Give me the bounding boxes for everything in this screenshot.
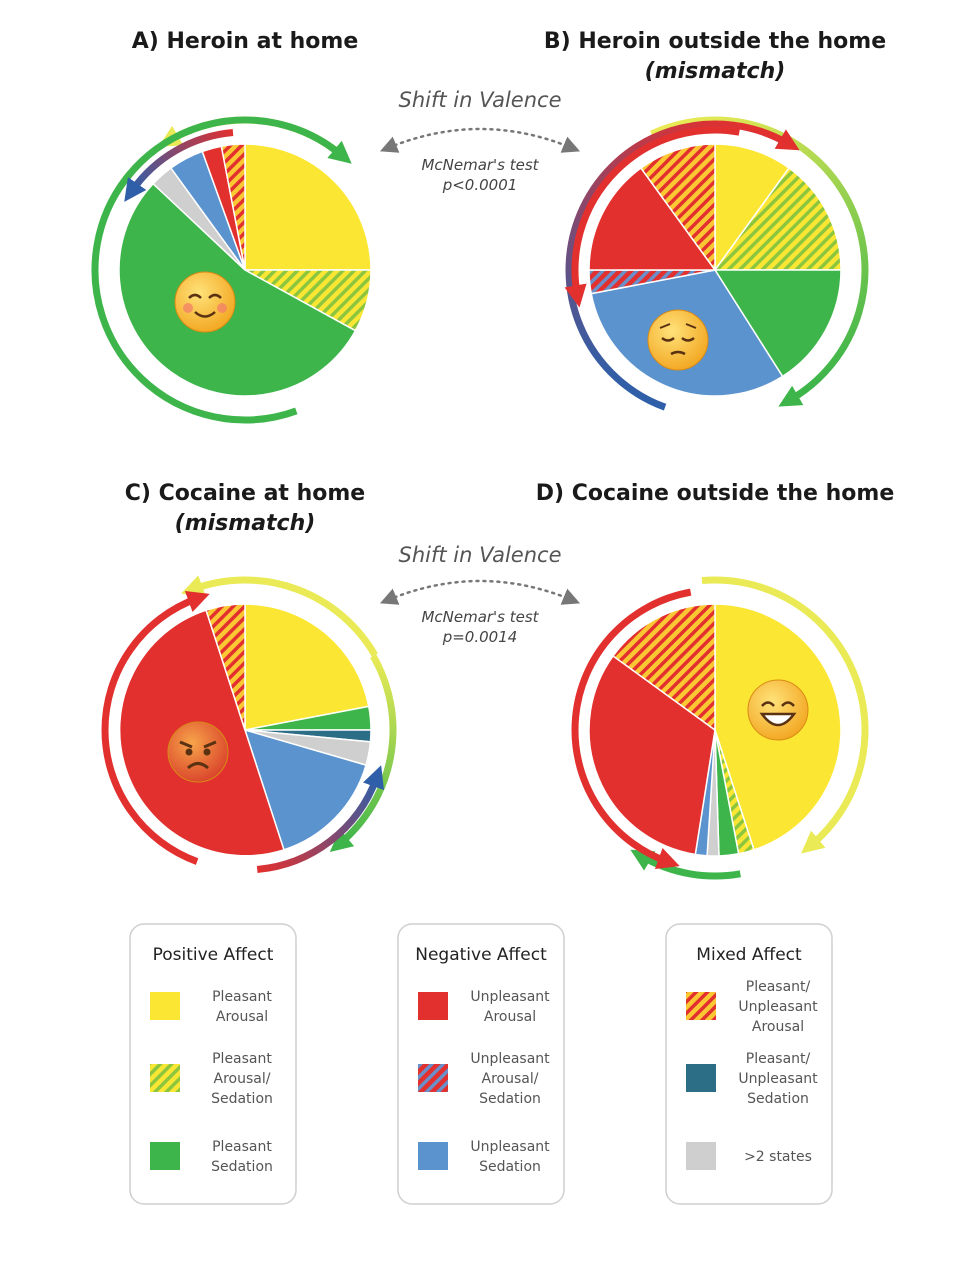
legend-group-positive-affect xyxy=(130,924,296,1204)
legend-label: >2 states xyxy=(744,1149,812,1165)
test-label-top: McNemar's test xyxy=(421,156,539,174)
legend-swatch-pleasant-unpleasant-sedation xyxy=(686,1064,716,1092)
pie-slice-pleasant-arousal xyxy=(245,144,371,270)
legend-group-title: Mixed Affect xyxy=(696,945,802,965)
legend-group-title: Negative Affect xyxy=(415,945,547,965)
comparison-bottom xyxy=(388,543,572,646)
panel-c xyxy=(105,481,393,869)
chart-title: D) Cocaine outside the home xyxy=(535,481,895,506)
legend-label: Unpleasant Arousal xyxy=(470,989,550,1025)
pensive-face-icon xyxy=(648,310,708,370)
legend-swatch-unpleasant-arousal xyxy=(418,992,448,1020)
legend-group-mixed-affect xyxy=(666,924,832,1204)
chart-title: C) Cocaine at home xyxy=(124,481,366,506)
legend-group-negative-affect xyxy=(398,924,564,1204)
legend-label: Pleasant/ Unpleasant Sedation xyxy=(738,1051,818,1107)
legend-swatch-pleasant-unpleasant-arousal xyxy=(686,992,716,1020)
panel-a xyxy=(95,29,371,420)
smiling-blushing-face-icon xyxy=(175,272,235,332)
legend-label: Pleasant/ Unpleasant Arousal xyxy=(738,979,818,1035)
chart-subtitle: (mismatch) xyxy=(174,511,316,536)
legend-swatch-pleasant-arousal xyxy=(150,992,180,1020)
legend-label: Unpleasant Arousal/ Sedation xyxy=(470,1051,550,1107)
angry-face-icon xyxy=(168,722,228,782)
legend-label: Pleasant Arousal/ Sedation xyxy=(211,1051,273,1107)
legend-label: Pleasant Sedation xyxy=(211,1139,273,1175)
p-value-top: p<0.0001 xyxy=(442,176,518,194)
shift-label-top: Shift in Valence xyxy=(398,88,562,112)
chart-title: A) Heroin at home xyxy=(131,29,359,54)
legend xyxy=(130,924,832,1204)
p-value-bottom: p=0.0014 xyxy=(442,628,518,646)
shift-arrow-bottom xyxy=(388,581,572,600)
chart-title: B) Heroin outside the home xyxy=(543,29,887,54)
legend-swatch-unpleasant-arousal-sedation xyxy=(418,1064,448,1092)
panel-b xyxy=(544,29,886,407)
legend-swatch-unpleasant-sedation xyxy=(418,1142,448,1170)
legend-label: Unpleasant Sedation xyxy=(470,1139,550,1175)
comparison-top xyxy=(388,88,572,194)
legend-swatch-pleasant-sedation xyxy=(150,1142,180,1170)
panel-d xyxy=(536,481,895,876)
legend-swatch-pleasant-arousal-sedation xyxy=(150,1064,180,1092)
shift-arrow-top xyxy=(388,129,572,148)
legend-group-title: Positive Affect xyxy=(152,945,274,965)
grinning-face-icon xyxy=(748,680,808,740)
test-label-bottom: McNemar's test xyxy=(421,608,539,626)
shift-label-bottom: Shift in Valence xyxy=(398,543,562,567)
legend-label: Pleasant Arousal xyxy=(212,989,272,1025)
chart-subtitle: (mismatch) xyxy=(644,59,786,84)
legend-swatch-gt2-states xyxy=(686,1142,716,1170)
